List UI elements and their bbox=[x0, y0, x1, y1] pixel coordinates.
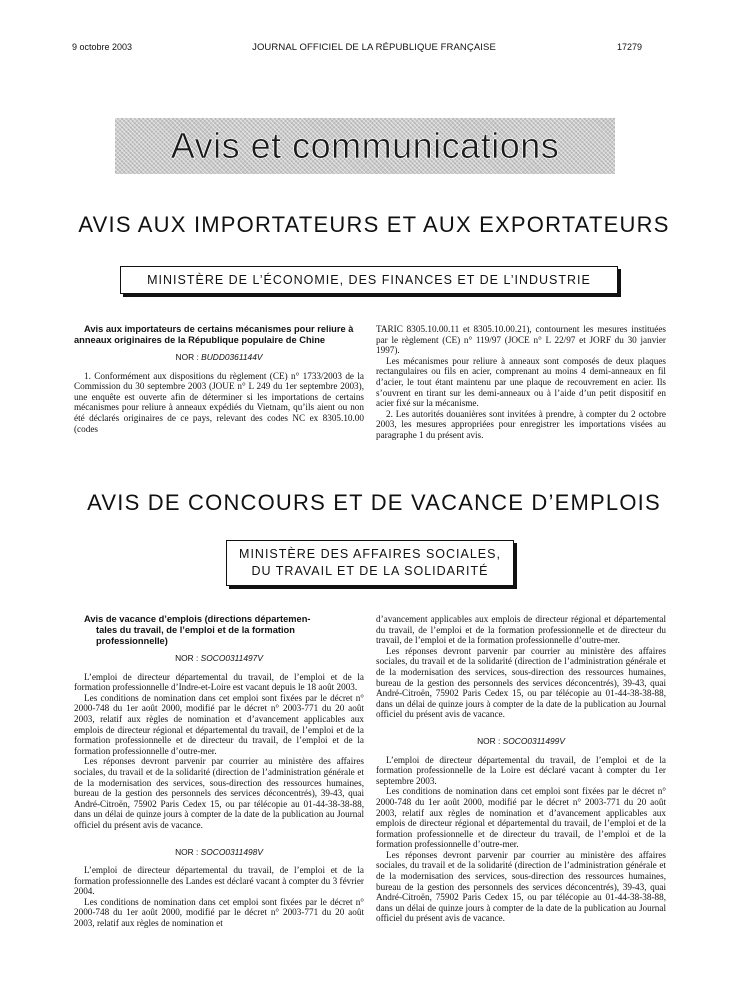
article-heading bbox=[74, 324, 364, 346]
column-4 bbox=[376, 614, 666, 924]
nor-code: SOCO0311498V bbox=[200, 846, 263, 857]
paragraph: Les réponses devront parvenir par courrier au ministère des affaires sociales, du travail et de la solidarité (direction de l’administration générale et de la modernisation des services, sous-direction des ressources humaines, bureau de la gestion des personnels des services déconcentrés), 39-43, quai André-Citroën, 75902 Paris Cedex 15, ou par télécopie au 01-44-38-38-88, dans un délai de quinze jours à compter de la date de la publication au Journal officiel du présent avis de vacance. bbox=[376, 849, 666, 924]
header-date: 9 octobre 2003 bbox=[72, 42, 133, 52]
nor-code: SOCO0311499V bbox=[502, 735, 565, 746]
article-heading-line3: professionnelle) bbox=[96, 636, 168, 646]
paragraph: Les réponses devront parvenir par courrier au ministère des affaires sociales, du travail et de la solidarité (direction de l’administration générale et de la modernisation des services, sous-direction des ressources humaines, bureau de la gestion des personnels des services déconcentrés), 39-43, quai André-Citroën, 75902 Paris Cedex 15, ou par télécopie au 01-44-38-38-88, dans un délai de quinze jours à compter de la date de la publication au Journal officiel du présent avis de vacance. bbox=[376, 645, 666, 720]
nor-reference bbox=[74, 352, 364, 363]
article-heading-line1: Avis de vacance d’emplois (directions départemen- bbox=[84, 614, 311, 624]
nor-code: SOCO0311497V bbox=[200, 653, 263, 663]
paragraph: L’emploi de directeur départemental du travail, de l’emploi et de la formation professionnelle d’Indre-et-Loire est vacant depuis le 18 août 2003. bbox=[74, 671, 364, 693]
nor-label: NOR : bbox=[175, 352, 199, 362]
column-3 bbox=[74, 614, 364, 929]
ministry-name: MINISTÈRE DE L’ÉCONOMIE, DES FINANCES ET DE L’INDUSTRIE bbox=[147, 273, 591, 287]
banner-title: Avis et communications bbox=[170, 125, 560, 166]
paragraph: Les réponses devront parvenir par courrier au ministère des affaires sociales, du travail et de la solidarité (direction de l’administration générale et de la modernisation des services, sous-direction des ressources humaines, bureau de la gestion des personnels des services déconcentrés), 39-43, quai André-Citroën, 75902 Paris Cedex 15, ou par télécopie au 01-44-38-38-88, dans un délai de quinze jours à compter de la date de la publication au Journal officiel du présent avis de vacance. bbox=[74, 756, 364, 830]
nor-reference bbox=[376, 736, 666, 747]
section-title-vacancies: AVIS DE CONCOURS ET DE VACANCE D’EMPLOIS bbox=[87, 490, 661, 515]
paragraph: Les mécanismes pour reliure à anneaux sont composés de deux plaques rectangulaires ou fils en acier, comprenant au moins 4 demi-anneaux en fil d’acier, le tout étant maintenu par une plaque de recouvrement en acier. Ils s’ouvrent en tirant sur les demi-anneaux ou à l’aide d’un petit dispositif en acier fixé sur la mécanisme. bbox=[376, 355, 666, 409]
ministry-box-social-affairs bbox=[226, 540, 514, 586]
ministry-name-line2: DU TRAVAIL ET DE LA SOLIDARITÉ bbox=[251, 564, 489, 578]
paragraph-continued: TARIC 8305.10.00.11 et 8305.10.00.21), contournent les mesures instituées par le règlement (CE) n° 119/97 (JOCE n° L 22/97 et JORF du 30 janvier 1997). bbox=[376, 324, 666, 356]
article-heading-line2: tales du travail, de l’emploi et de la formation bbox=[96, 625, 295, 635]
article-heading bbox=[74, 614, 364, 647]
nor-label: NOR : bbox=[175, 653, 199, 663]
column-1 bbox=[74, 324, 364, 434]
paragraph: Les conditions de nomination dans cet emploi sont fixées par le décret n° 2000-748 du 1er août 2000, modifié par le décret n° 2003-771 du 20 août 2003, relatif aux règles de nomination et bbox=[74, 896, 364, 929]
article-heading-text: Avis aux importateurs de certains mécanismes pour reliure à anneaux originaires de la République populaire de Chine bbox=[74, 324, 354, 345]
nor-label: NOR : bbox=[477, 735, 501, 746]
section-banner bbox=[115, 118, 615, 174]
paragraph: Les conditions de nomination dans cet emploi sont fixées par le décret n° 2000-748 du 1er août 2000, modifié par le décret n° 2003-771 du 20 août 2003, relatif aux règles de nomination et d’avancement applicables aux emplois de directeur régional et départemental du travail, de l’emploi et de la formation professionnelle et de directeur du travail, de l’emploi et de la formation professionnelle d’outre-mer. bbox=[74, 692, 364, 756]
paragraph: 2. Les autorités douanières sont invitées à prendre, à compter du 2 octobre 2003, les mesures appropriées pour enregistrer les importations visées au paragraphe 1 du présent avis. bbox=[376, 408, 666, 440]
ministry-box-economy bbox=[120, 266, 618, 294]
paragraph: L’emploi de directeur départemental du travail, de l’emploi et de la formation professionnelle de la Loire est déclaré vacant à compter du 1er septembre 2003. bbox=[376, 754, 666, 786]
nor-reference bbox=[74, 847, 364, 858]
paragraph: Les conditions de nomination dans cet emploi sont fixées par le décret n° 2000-748 du 1er août 2000, modifié par le décret n° 2003-771 du 20 août 2003, relatif aux règles de nomination et d’avancement applicables aux emplois de directeur régional et départemental du travail, de l’emploi et de la formation professionnelle et de directeur du travail, de l’emploi et de la formation professionnelle d’outre-mer. bbox=[376, 786, 666, 850]
page-number: 17279 bbox=[616, 42, 642, 52]
column-2 bbox=[376, 324, 666, 441]
nor-label: NOR : bbox=[175, 846, 199, 857]
paragraph: 1. Conformément aux dispositions du règlement (CE) n° 1733/2003 de la Commission du 30 septembre 2003 (JOUE n° L 249 du 1er septembre 2003), une enquête est ouverte afin de déterminer si les importations de certains mécanismes pour reliure à anneaux expédiés du Vietnam, qu’ils aient ou non été déclarés originaires de ce pays, relevant des codes NC ex 8305.10.00 (codes bbox=[74, 370, 364, 434]
journal-title: JOURNAL OFFICIEL DE LA RÉPUBLIQUE FRANÇAISE bbox=[252, 42, 496, 53]
nor-code: BUDD0361144V bbox=[201, 352, 263, 362]
paragraph-continued: d’avancement applicables aux emplois de directeur régional et départemental du travail, de l’emploi et de la formation professionnelle et de directeur du travail, de l’emploi et de la formation professionnelle d’outre-mer. bbox=[376, 614, 666, 646]
ministry-name-line1: MINISTÈRE DES AFFAIRES SOCIALES, bbox=[239, 547, 501, 562]
section-title-importers: AVIS AUX IMPORTATEURS ET AUX EXPORTATEURS bbox=[78, 212, 670, 237]
paragraph: L’emploi de directeur départemental du travail, de l’emploi et de la formation professionnelle des Landes est déclaré vacant à compter du 3 février 2004. bbox=[74, 865, 364, 897]
nor-reference bbox=[74, 653, 364, 664]
